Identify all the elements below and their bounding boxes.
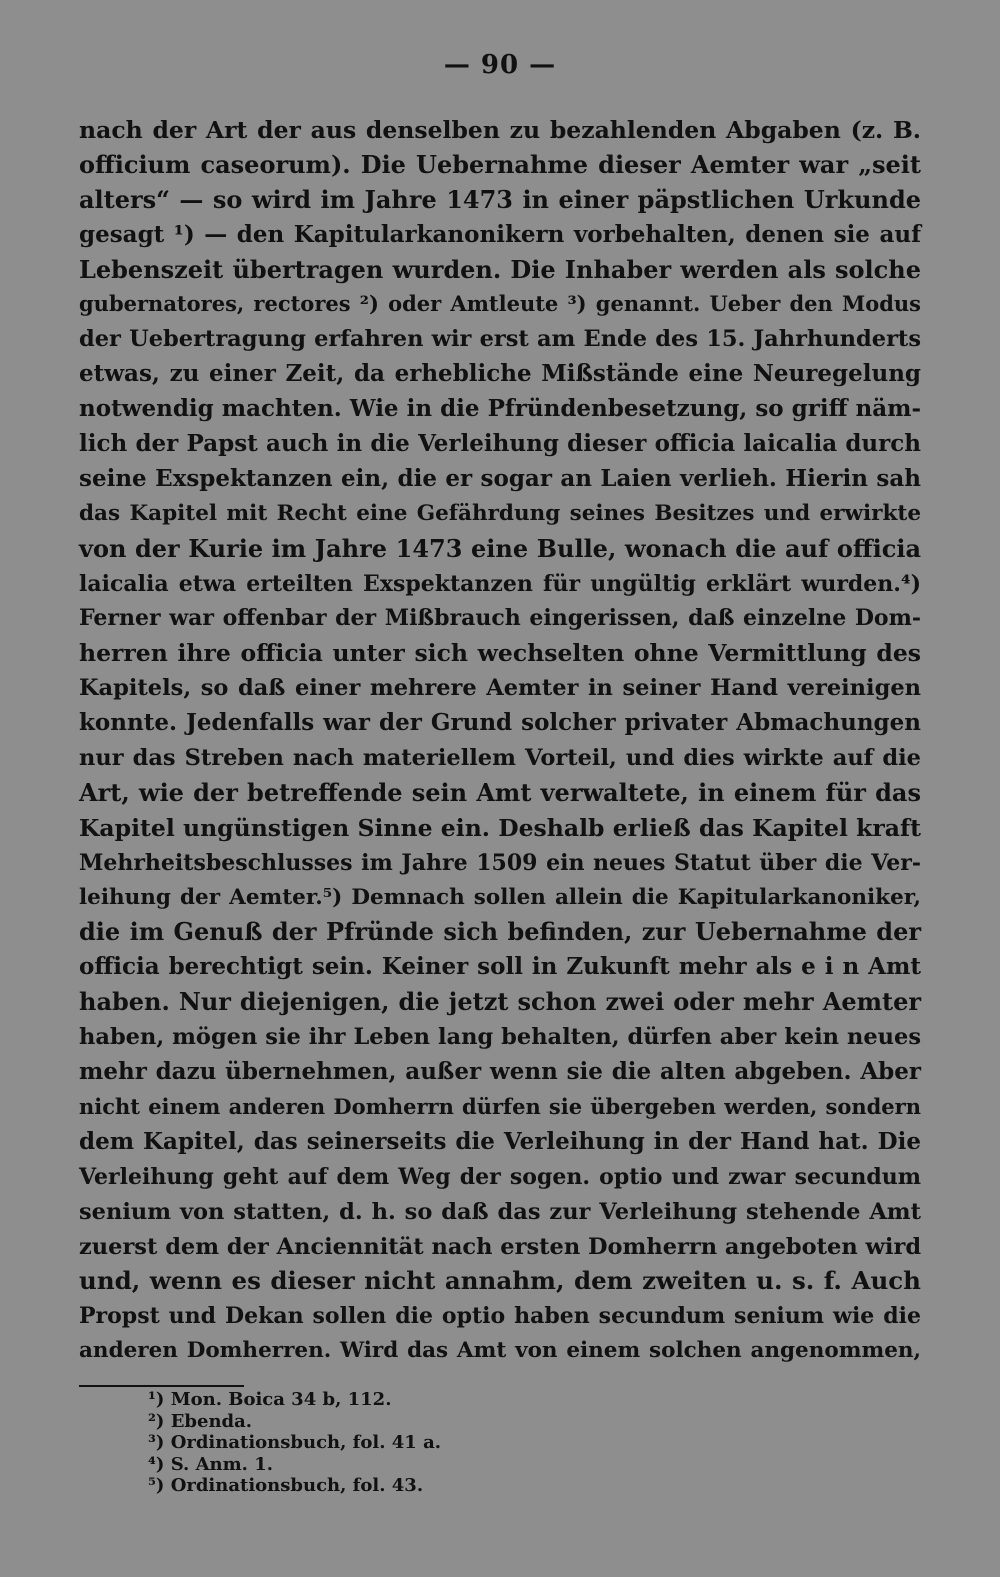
footnote-mark: ²)	[148, 1410, 165, 1432]
text-line: und, wenn es dieser nicht annahm, dem zweiten u. s. f. Auch	[79, 1266, 921, 1296]
footnote-mark: ⁵)	[148, 1475, 165, 1496]
text-line: Propst und Dekan sollen die optio haben secundum senium wie die	[79, 1303, 921, 1330]
text-line: der Uebertragung erfahren wir erst am Ende des 15. Jahrhunderts	[79, 326, 921, 353]
body-text	[79, 113, 921, 1369]
text-line: Lebenszeit übertragen wurden. Die Inhaber werden als solche	[79, 254, 921, 284]
text-line: die im Genuß der Pfründe sich befinden, zur Uebernahme der	[79, 917, 921, 947]
text-line: officium caseorum). Die Uebernahme dieser Aemter war „seit	[79, 149, 921, 179]
text-line: von der Kurie im Jahre 1473 eine Bulle, wonach die auf officia	[79, 533, 921, 563]
footnote-mark: ¹)	[148, 1389, 165, 1410]
footnote	[148, 1475, 748, 1497]
text-line: Kapitel ungünstigen Sinne ein. Deshalb erließ das Kapitel kraft	[79, 813, 921, 842]
text-line: haben. Nur diejenigen, die jetzt schon zwei oder mehr Aemter	[79, 987, 921, 1017]
text-line: Ferner war offenbar der Mißbrauch eingerissen, daß einzelne Dom-	[79, 605, 921, 632]
text-line: officia berechtigt sein. Keiner soll in Zukunft mehr als e i n Amt	[79, 953, 921, 981]
footnote	[148, 1454, 748, 1476]
text-line: Mehrheitsbeschlusses im Jahre 1509 ein neues Statut über die Ver-	[79, 849, 921, 876]
footnote-divider	[79, 1385, 244, 1387]
footnotes	[148, 1389, 748, 1497]
text-line: konnte. Jedenfalls war der Grund solcher privater Abmachungen	[79, 709, 921, 737]
text-line: notwendig machten. Wie in die Pfründenbesetzung, so griff näm-	[79, 395, 921, 423]
footnote-mark: ⁴)	[148, 1453, 165, 1475]
text-line: anderen Domherren. Wird das Amt von einem solchen angenommen,	[79, 1338, 921, 1364]
text-line: haben, mögen sie ihr Leben lang behalten, dürfen aber kein neues	[79, 1024, 921, 1051]
text-line: gesagt ¹) — den Kapitularkanonikern vorbehalten, denen sie auf	[79, 220, 921, 248]
text-line: etwas, zu einer Zeit, da erhebliche Mißstände eine Neuregelung	[79, 360, 921, 388]
footnote-text: Ebenda.	[170, 1410, 253, 1432]
text-line: dem Kapitel, das seinerseits die Verleihung in der Hand hat. Die	[79, 1127, 921, 1155]
text-line: seine Exspektanzen ein, die er sogar an Laien verlieh. Hierin sah	[79, 464, 921, 492]
text-line: Kapitels, so daß einer mehrere Aemter in seiner Hand vereinigen	[79, 675, 921, 702]
text-line: herren ihre officia unter sich wechselten ohne Vermittlung des	[79, 639, 921, 668]
text-line: nicht einem anderen Domherrn dürfen sie übergeben werden, sondern	[79, 1093, 921, 1119]
footnote	[148, 1432, 748, 1454]
text-line: mehr dazu übernehmen, außer wenn sie die alten abgeben. Aber	[79, 1058, 921, 1086]
text-line: Verleihung geht auf dem Weg der sogen. optio und zwar secundum	[79, 1163, 921, 1190]
footnote	[148, 1389, 748, 1411]
text-line: nach der Art der aus denselben zu bezahlenden Abgaben (z. B.	[79, 116, 921, 144]
text-line: senium von statten, d. h. so daß das zur Verleihung stehende Amt	[79, 1198, 921, 1225]
text-line: lich der Papst auch in die Verleihung dieser officia laicalia durch	[79, 430, 921, 458]
text-line: zuerst dem der Anciennität nach ersten Domherrn angeboten wird	[79, 1233, 922, 1260]
text-line: Art, wie der betreffende sein Amt verwaltete, in einem für das	[79, 777, 921, 807]
text-line: alters“ — so wird im Jahre 1473 in einer päpstlichen Urkunde	[79, 184, 921, 214]
footnote-text: Mon. Boica 34 b, 112.	[170, 1389, 392, 1410]
page-number: — 90 —	[443, 50, 557, 80]
footnote-mark: ³)	[148, 1432, 165, 1453]
text-line: leihung der Aemter.⁵) Demnach sollen allein die Kapitularkanoniker,	[79, 884, 921, 910]
text-line: das Kapitel mit Recht eine Gefährdung seines Besitzes und erwirkte	[79, 500, 921, 526]
footnote-text: Ordinationsbuch, fol. 43.	[170, 1475, 424, 1496]
footnote-text: Ordinationsbuch, fol. 41 a.	[170, 1432, 442, 1453]
text-line: laicalia etwa erteilten Exspektanzen für ungültig erklärt wurden.⁴)	[79, 570, 921, 597]
text-line: gubernatores, rectores ²) oder Amtleute ³) genannt. Ueber den Modus	[79, 291, 921, 317]
footnote	[148, 1411, 748, 1433]
text-line: nur das Streben nach materiellem Vorteil, und dies wirkte auf die	[79, 745, 921, 772]
footnote-text: S. Anm. 1.	[170, 1453, 274, 1475]
